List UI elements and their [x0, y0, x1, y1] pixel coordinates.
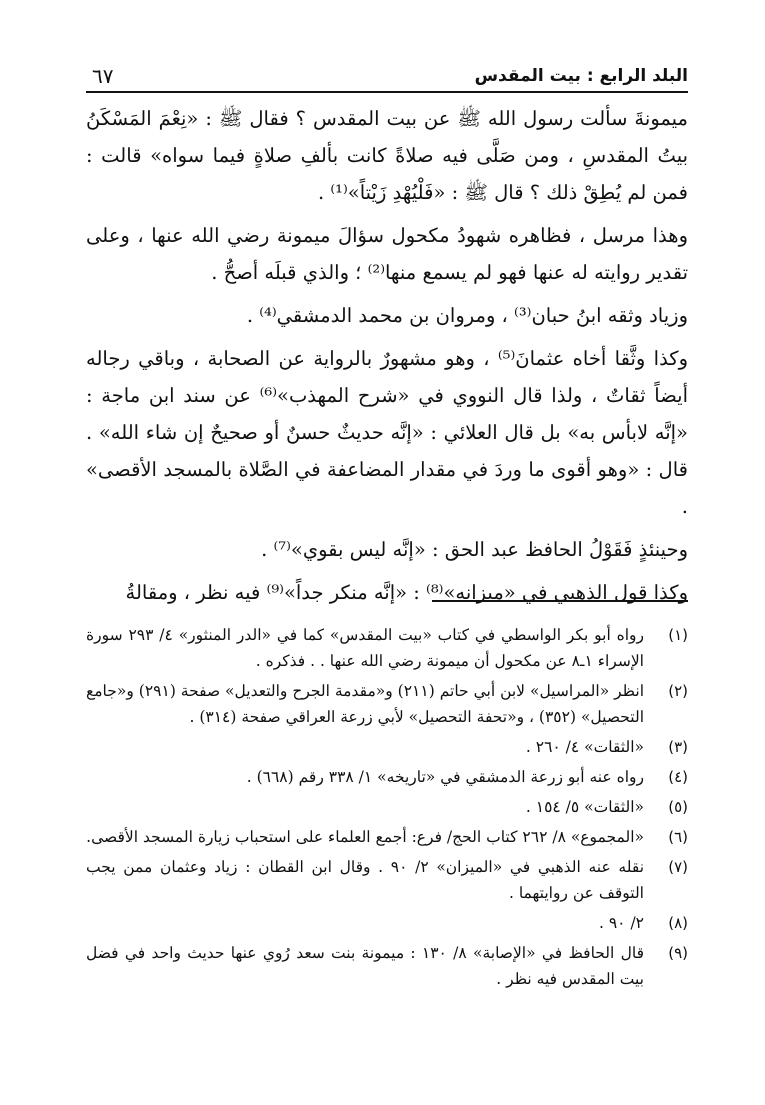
page-header [86, 62, 688, 90]
footnote-number: (٦) [668, 828, 688, 846]
main-text [86, 100, 688, 617]
footnote-text: نقله عنه الذهبي في «الميزان» ٢/ ٩٠ . وقال ابن القطان : زياد وعثمان ممن يجب التوقف عن روايتهما . [86, 858, 645, 902]
footnote-text: انظر «المراسيل» لابن أبي حاتم (٢١١) و«مقدمة الجرح والتعديل» صفحة (٢٩١) و«جامع التحصيل» (٣٥٢) ، و«تحفة التحصيل» لأبي زرعة العراقي صفحة (٣١٤) . [86, 682, 645, 726]
paragraph: وكذا قول الذهبي في «ميزانه»⁽⁸⁾ : «إنَّه منكر جداً»⁽⁹⁾ فيه نظر ، ومقالةُ [125, 581, 688, 604]
footnote-number: (١) [668, 626, 688, 644]
footnote [86, 910, 688, 936]
footnote-number: (٩) [668, 944, 688, 962]
paragraph: وهذا مرسل ، فظاهره شهودُ مكحول سؤالَ ميمونة رضي الله عنها ، وعلى تقدير روايته له عنها فهو لم يسمع منها⁽²⁾ ؛ والذي قبلَه أصحُّ . [86, 224, 688, 284]
footnote-number: (٣) [668, 738, 688, 756]
paragraph: وكذا وثَّقا أخاه عثمانَ⁽⁵⁾ ، وهو مشهورٌ بالرواية عن الصحابة ، وباقي رجاله أيضاً ثقاتٌ ، ولذا قال النووي في «شرح المهذب»⁽⁶⁾ عن سند ابن ماجة : «إنَّه لابأس به» بل قال العلائي : «إنَّه حديثٌ حسنٌ أو صحيحٌ إن شاء الله» . قال : «وهو أقوى ما وردَ في مقدار المضاعفة في الصَّلاة بالمسجد الأقصى» . [86, 347, 689, 518]
paragraph: وحينئذٍ فَقَوْلُ الحافظ عبد الحق : «إنَّه ليس بقوي»⁽⁷⁾ . [261, 538, 688, 561]
footnotes [86, 622, 688, 996]
footnote-text: ٢/ ٩٠ . [599, 914, 644, 932]
footnote [86, 734, 688, 760]
paragraph: وزياد وثقه ابنُ حبان⁽³⁾ ، ومروان بن محمد الدمشقي⁽⁴⁾ . [246, 304, 688, 327]
footnote-divider [432, 600, 688, 602]
footnote-number: (٤) [668, 768, 688, 786]
footnote-text: قال الحافظ في «الإصابة» ٨/ ١٣٠ : ميمونة بنت سعد رُوي عنها حديث واحد في فضل بيت المقدس فيه نظر . [86, 944, 645, 988]
footnote [86, 678, 688, 730]
paragraph: ميمونةَ سألت رسول الله ﷺ عن بيت المقدس ؟ فقال ﷺ : «نِعْمَ المَسْكَنُ بيتُ المقدسِ ، ومن صَلَّى فيه صلاةً كانت بألفِ صلاةٍ فيما سواه» قالت : فمن لم يُطِقْ ذلك ؟ قال ﷺ : «فَلْيُهْدِ زَيْتاً»⁽¹⁾ . [86, 107, 688, 204]
running-title: البلد الرابع : بيت المقدس [474, 66, 688, 86]
footnote-text: «الثقات» ٥/ ١٥٤ . [525, 798, 644, 816]
footnote [86, 764, 688, 790]
header-divider [86, 91, 688, 93]
footnote-number: (٨) [668, 914, 688, 932]
page-number: ٦٧ [92, 64, 114, 88]
footnote [86, 940, 688, 992]
footnote [86, 854, 688, 906]
footnote-text: رواه عنه أبو زرعة الدمشقي في «تاريخه» ١/ ٣٣٨ رقم (٦٦٨) . [246, 768, 644, 786]
footnote [86, 622, 688, 674]
footnote-number: (٢) [668, 682, 688, 700]
footnote-number: (٧) [668, 858, 688, 876]
footnote [86, 794, 688, 820]
footnote-text: «الثقات» ٤/ ٢٦٠ . [525, 738, 644, 756]
footnote-text: «المجموع» ٨/ ٢٦٢ كتاب الحج/ فرع: أجمع العلماء على استحباب زيارة المسجد الأقصى. [86, 828, 644, 846]
footnote-number: (٥) [668, 798, 688, 816]
footnote-text: رواه أبو بكر الواسطي في كتاب «بيت المقدس» كما في «الدر المنثور» ٤/ ٢٩٣ سورة الإسراء ١ـ٨ عن مكحول أن ميمونة رضي الله عنها . . فذكره . [86, 626, 645, 670]
footnote [86, 824, 688, 850]
